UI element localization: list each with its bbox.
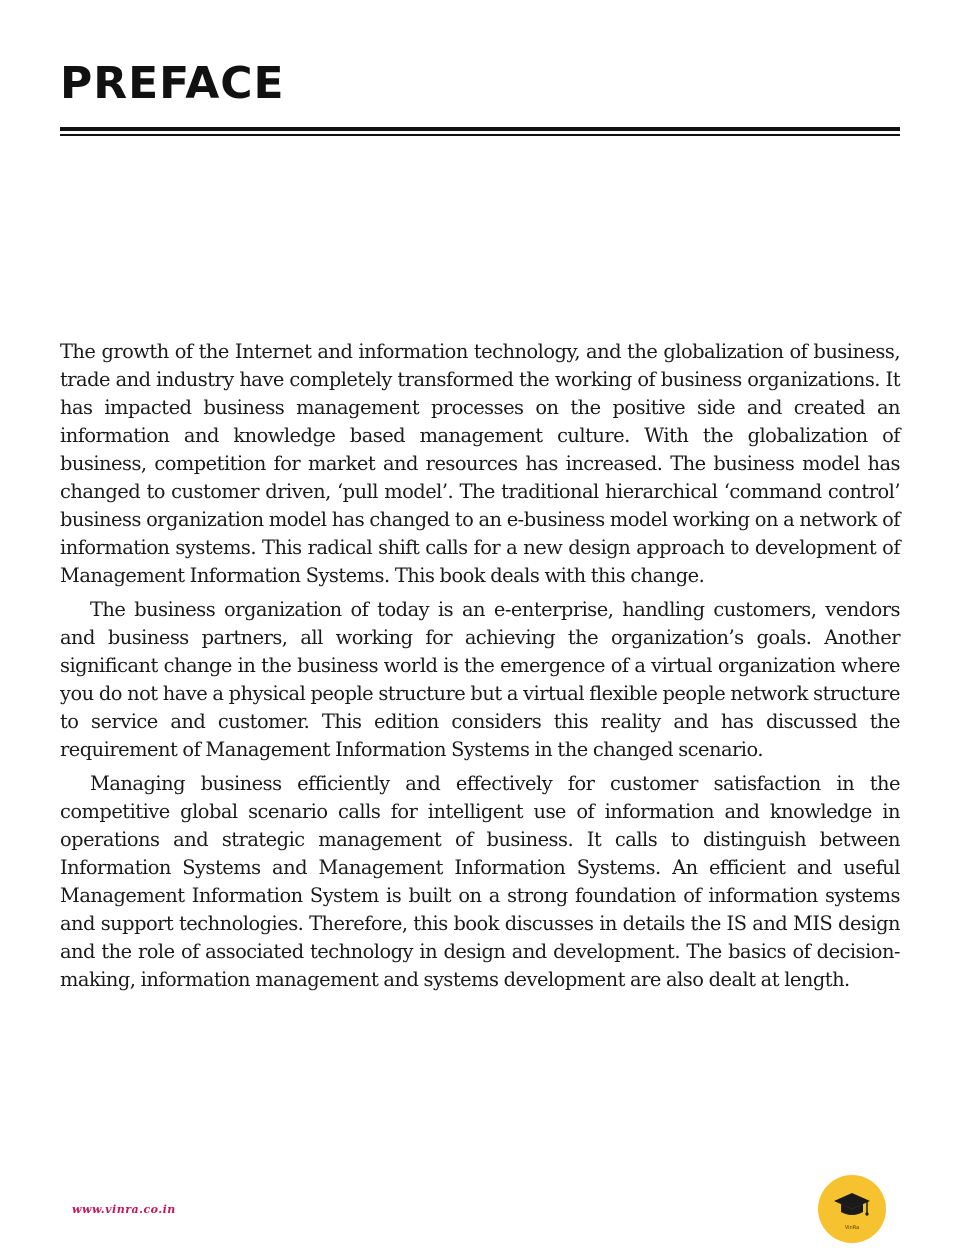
- title-double-rule: [60, 127, 900, 136]
- title-rule-thin: [60, 134, 900, 136]
- title-rule-thick: [60, 127, 900, 131]
- paragraph-1: The growth of the Internet and information technology, and the globalization of business, trade and industry have completely transformed the working of business organizations. It has impacted business management processes on the positive side and created an information and knowledge based management culture. With the globalization of business, competition for market and resources has increased. The business model has changed to customer driven, ‘pull model’. The traditional hierarchical ‘command control’ business organization model has changed to an e-business model working on a network of information systems. This radical shift calls for a new design approach to development of Management Information Systems. This book deals with this change.: [60, 340, 900, 587]
- graduation-cap-icon: [832, 1189, 872, 1223]
- publisher-logo: [818, 1175, 886, 1243]
- paragraph-2: The business organization of today is an e-enterprise, handling customers, vendors and business partners, all working for achieving the organization’s goals. Another significant change in the business world is the emergence of a virtual organization where you do not have a physical people structure but a virtual flexible people network structure to service and customer. This edition considers this reality and has discussed the requirement of Management Information Systems in the changed scenario.: [60, 598, 900, 761]
- page-title: PREFACE: [60, 58, 285, 109]
- preface-body: [60, 338, 900, 1000]
- logo-text: VinRa: [844, 1225, 860, 1231]
- footer-website-link[interactable]: www.vinra.co.in: [72, 1203, 176, 1216]
- paragraph-3: Managing business efficiently and effectively for customer satisfaction in the competitive global scenario calls for intelligent use of information and knowledge in operations and strategic management of business. It calls to distinguish between Information Systems and Management Information Systems. An efficient and useful Management Information System is built on a strong foundation of information systems and support technologies. Therefore, this book discusses in details the IS and MIS design and the role of associated technology in design and development. The basics of decision-making, information management and systems development are also dealt at length.: [60, 772, 900, 991]
